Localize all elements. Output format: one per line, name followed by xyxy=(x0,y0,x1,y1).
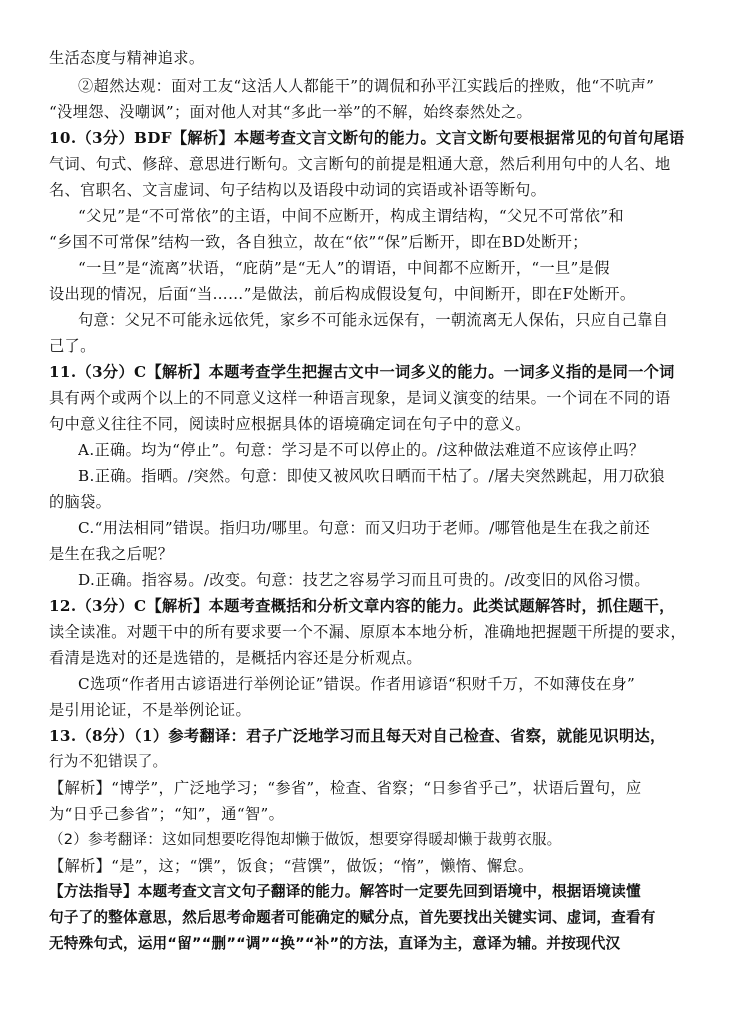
text-line: 行为不犯错误了。 xyxy=(49,753,168,770)
text-line: ②超然达观：面对工友“这活人人都能干”的调侃和孙平江实践后的挫败，他“不吭声” xyxy=(78,77,655,95)
text-line: 句子了的整体意思，然后思考命题者可能确定的赋分点，首先要找出关键实词、虚词，查看有 xyxy=(49,909,656,926)
text-line: 为“日乎己参省”；“知”，通“智”。 xyxy=(49,805,285,823)
question-11-heading: 11.（3分）C【解析】本题考查学生把握古文中一词多义的能力。一词多义指的是同一个词 xyxy=(49,363,675,381)
option-c: C.“用法相同”错误。指归功/哪里。句意：而又归功于老师。/哪管他是生在我之前还 xyxy=(78,519,651,537)
text-line: “一旦”是“流离”状语，“庇荫”是“无人”的谓语，中间都不应断开，“一旦”是假 xyxy=(78,259,610,277)
translation-2: （2）参考翻译：这如同想要吃得饱却懒于做饭，想要穿得暖却懒于裁剪衣服。 xyxy=(49,831,562,848)
text-line: 是引用论证，不是举例论证。 xyxy=(49,701,251,719)
analysis-line: 【解析】“是”，这；“馔”，饭食；“营馔”，做饭；“惰”，懒惰、懈怠。 xyxy=(49,857,534,875)
text-line: 名、官职名、文言虚词、句子结构以及语段中动词的宾语或补语等断句。 xyxy=(49,181,547,199)
text-line: 句中意义往往不同，阅读时应根据具体的语境确定词在句子中的意义。 xyxy=(49,415,531,433)
text-line: 读全读准。对题干中的所有要求要一个不漏、原原本本地分析，准确地把握题干所提的要求， xyxy=(49,623,687,641)
text-line: 己了。 xyxy=(49,337,96,355)
question-13-heading: 13.（8分）（1）参考翻译：君子广泛地学习而且每天对自己检查、省察，就能见识明达， xyxy=(49,727,666,745)
text-line: 句意：父兄不可能永远依凭，家乡不可能永远保有，一朝流离无人保佑，只应自己靠自 xyxy=(78,311,669,329)
option-a: A.正确。均为“停止”。句意：学习是不可以停止的。/这种做法难道不应该停止吗？ xyxy=(78,441,645,459)
text-line: 看清是选对的还是选错的，是概括内容还是分析观点。 xyxy=(49,649,422,667)
question-10-heading: 10.（3分）BDF【解析】本题考查文言文断句的能力。文言文断句要根据常见的句首句尾语 xyxy=(49,129,685,147)
method-guidance: 【方法指导】本题考查文言文句子翻译的能力。解答时一定要先回到语境中，根据语境读懂 xyxy=(49,883,641,900)
text-line: 无特殊句式，运用“留”“删”“调”“换”“补”的方法，直译为主，意译为辅。并按现代汉 xyxy=(49,935,621,952)
text-line: C选项“作者用古谚语进行举例论证”错误。作者用谚语“积财千万，不如薄伎在身” xyxy=(78,675,636,693)
text-line: “乡国不可常保”结构一致，各自独立，故在“依”“保”后断开，即在BD处断开； xyxy=(49,233,588,251)
text-line: 生活态度与精神追求。 xyxy=(49,49,205,67)
option-b: B.正确。指晒。/突然。句意：即使又被风吹日晒而干枯了。/屠夫突然跳起，用刀砍狼 xyxy=(78,467,665,485)
text-line: “没埋怨、没嘲讽”；面对他人对其“多此一举”的不解，始终泰然处之。 xyxy=(49,103,533,121)
text-line: 设出现的情况，后面“当……”是做法，前后构成假设复句，中间断开，即在F处断开。 xyxy=(49,285,636,303)
text-line: 是生在我之后呢？ xyxy=(49,545,174,563)
question-12-heading: 12.（3分）C【解析】本题考查概括和分析文章内容的能力。此类试题解答时，抓住题干， xyxy=(49,597,675,615)
option-d: D.正确。指容易。/改变。句意：技艺之容易学习而且可贵的。/改变旧的风俗习惯。 xyxy=(78,571,650,589)
analysis-line: 【解析】“博学”，广泛地学习；“参省”，检查、省察；“日参省乎己”，状语后置句，应 xyxy=(49,779,642,797)
text-line: 的脑袋。 xyxy=(49,493,112,511)
text-line: 具有两个或两个以上的不同意义这样一种语言现象，是词义演变的结果。一个词在不同的语 xyxy=(49,389,671,407)
text-line: “父兄”是“不可常依”的主语，中间不应断开，构成主谓结构，“父兄不可常依”和 xyxy=(78,207,624,225)
text-line: 气词、句式、修辞、意思进行断句。文言断句的前提是粗通大意，然后利用句中的人名、地 xyxy=(49,155,671,173)
